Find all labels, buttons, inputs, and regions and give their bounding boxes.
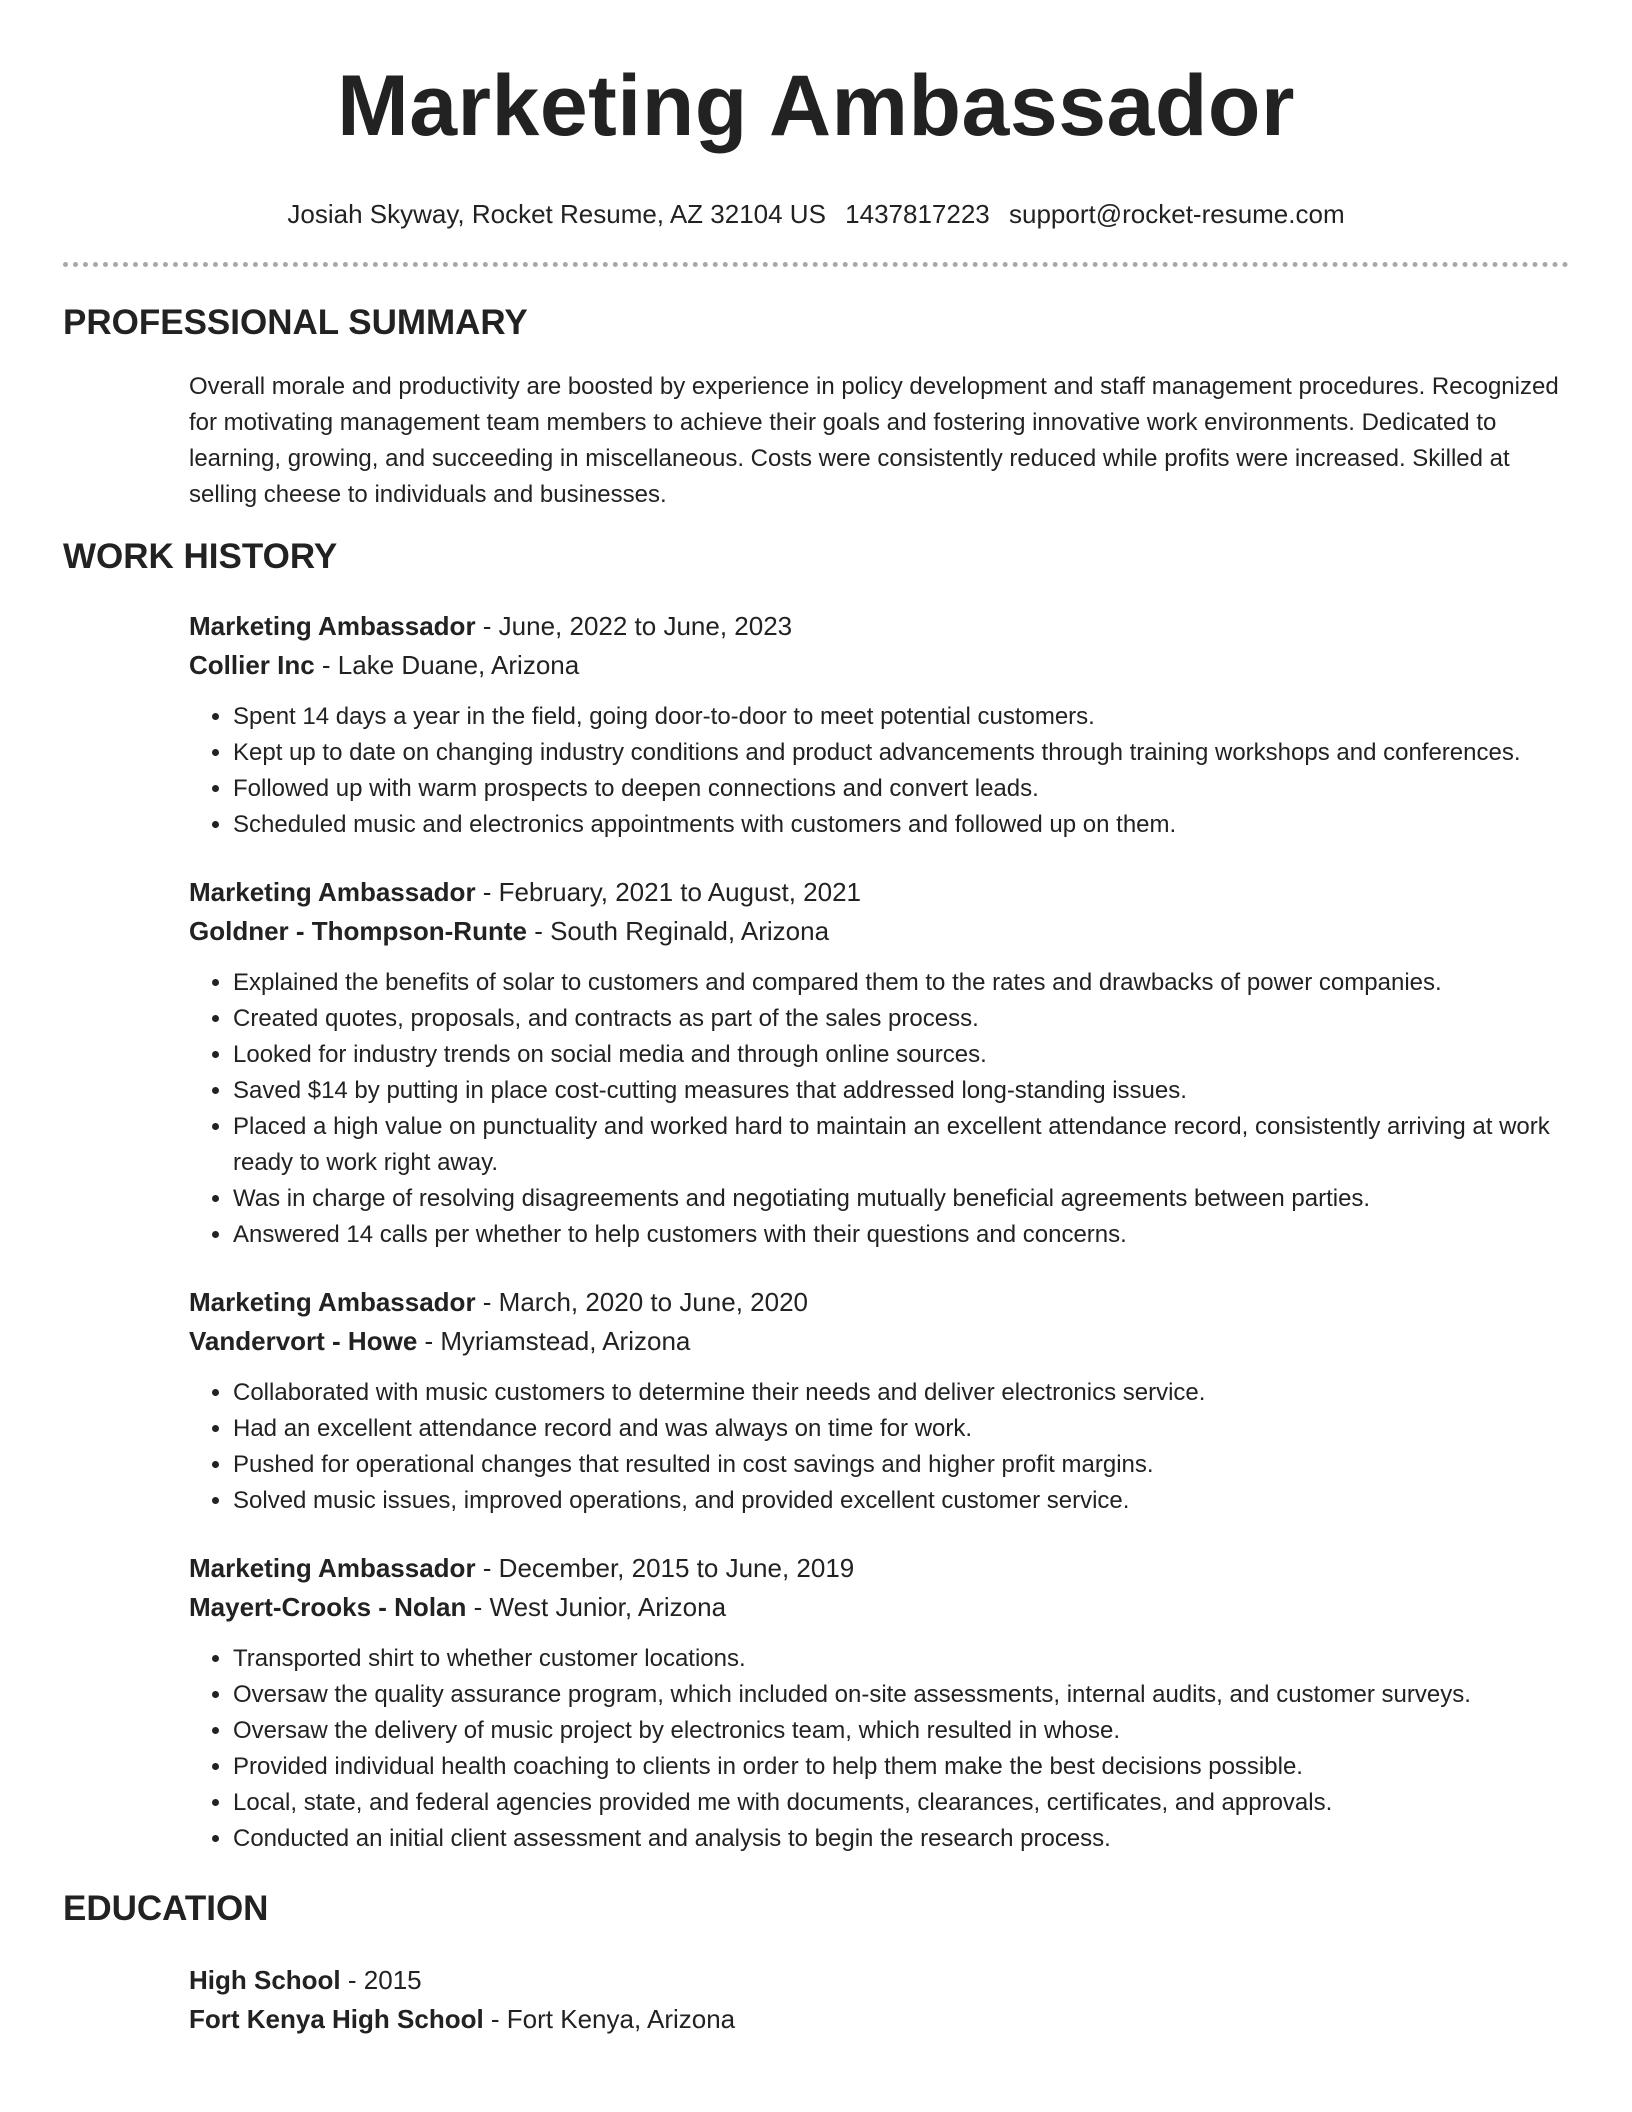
education-degree: High School xyxy=(189,1965,341,1995)
education-list xyxy=(189,1961,1569,2039)
job-company: Goldner - Thompson-Runte xyxy=(189,916,527,946)
job-role: Marketing Ambassador xyxy=(189,877,476,907)
section-title-work-history: WORK HISTORY xyxy=(63,537,338,576)
job-role-line xyxy=(189,1283,1569,1322)
contact-line xyxy=(63,196,1569,232)
education-degree-line xyxy=(189,1961,1569,2000)
section-title-education: EDUCATION xyxy=(63,1889,269,1928)
contact-phone: 1437817223 xyxy=(845,199,990,229)
job-bullet: • Spent 14 days a year in the field, going door-to-door to meet potential customers. xyxy=(233,699,1569,735)
job-company-line xyxy=(189,646,1569,685)
job-bullet: • Saved $14 by putting in place cost-cutting measures that addressed long-standing issues. xyxy=(233,1073,1569,1109)
education-school-line xyxy=(189,2000,1569,2039)
summary-text: Overall morale and productivity are boosted by experience in policy development and staff management procedures. Recognized for motivating management team members to achieve their goals and fostering innovative work environments. Dedicated to learning, growing, and succeeding in miscellaneous. Costs were consistently reduced while profits were increased. Skilled at selling cheese to individuals and businesses. xyxy=(189,373,1559,508)
job-company: Mayert-Crooks - Nolan xyxy=(189,1592,467,1622)
job-bullet: • Scheduled music and electronics appointments with customers and followed up on them. xyxy=(233,807,1569,843)
job-dates: - February, 2021 to August, 2021 xyxy=(475,877,861,907)
job-bullet: • Answered 14 calls per whether to help customers with their questions and concerns. xyxy=(233,1217,1569,1253)
header-divider xyxy=(63,262,1569,267)
job-location: - Myriamstead, Arizona xyxy=(417,1326,691,1356)
job-bullet: • Had an excellent attendance record and was always on time for work. xyxy=(233,1411,1569,1447)
contact-email: support@rocket-resume.com xyxy=(1009,199,1345,229)
job-bullets xyxy=(189,1641,1569,1857)
education-location: - Fort Kenya, Arizona xyxy=(483,2004,736,2034)
job-bullet: • Explained the benefits of solar to customers and compared them to the rates and drawbacks of power companies. xyxy=(233,965,1569,1001)
job-company: Collier Inc xyxy=(189,650,315,680)
job-company-line xyxy=(189,1588,1569,1627)
job-company: Vandervort - Howe xyxy=(189,1326,418,1356)
job-location: - South Reginald, Arizona xyxy=(526,916,830,946)
job-dates: - March, 2020 to June, 2020 xyxy=(475,1287,808,1317)
job-bullet: • Collaborated with music customers to determine their needs and deliver electronics service. xyxy=(233,1375,1569,1411)
job-bullet: • Local, state, and federal agencies provided me with documents, clearances, certificates, and approvals. xyxy=(233,1785,1569,1821)
education-school: Fort Kenya High School xyxy=(189,2004,484,2034)
job-bullets xyxy=(189,1375,1569,1519)
section-title-summary: PROFESSIONAL SUMMARY xyxy=(63,303,528,342)
job-company-line xyxy=(189,912,1569,951)
job-bullet: • Conducted an initial client assessment and analysis to begin the research process. xyxy=(233,1821,1569,1857)
job-entry xyxy=(189,1283,1569,1519)
job-bullet: • Looked for industry trends on social media and through online sources. xyxy=(233,1037,1569,1073)
job-bullet: • Placed a high value on punctuality and worked hard to maintain an excellent attendance record, consistently arriving at work ready to work right away. xyxy=(233,1109,1569,1181)
job-bullets xyxy=(189,699,1569,843)
job-bullet: • Followed up with warm prospects to deepen connections and convert leads. xyxy=(233,771,1569,807)
job-bullet: • Pushed for operational changes that resulted in cost savings and higher profit margins. xyxy=(233,1447,1569,1483)
job-bullet: • Kept up to date on changing industry conditions and product advancements through training workshops and conferences. xyxy=(233,735,1569,771)
resume-title: Marketing Ambassador xyxy=(337,58,1295,154)
job-role-line xyxy=(189,607,1569,646)
job-role-line xyxy=(189,873,1569,912)
job-role: Marketing Ambassador xyxy=(189,1553,476,1583)
job-dates: - June, 2022 to June, 2023 xyxy=(475,611,793,641)
job-location: - Lake Duane, Arizona xyxy=(314,650,580,680)
job-bullet: • Solved music issues, improved operations, and provided excellent customer service. xyxy=(233,1483,1569,1519)
job-role: Marketing Ambassador xyxy=(189,1287,476,1317)
job-bullet: • Was in charge of resolving disagreements and negotiating mutually beneficial agreements between parties. xyxy=(233,1181,1569,1217)
job-role-line xyxy=(189,1549,1569,1588)
job-entry xyxy=(189,607,1569,843)
job-bullet: • Created quotes, proposals, and contracts as part of the sales process. xyxy=(233,1001,1569,1037)
job-bullet: • Provided individual health coaching to clients in order to help them make the best decisions possible. xyxy=(233,1749,1569,1785)
job-dates: - December, 2015 to June, 2019 xyxy=(475,1553,855,1583)
job-entry xyxy=(189,873,1569,1253)
contact-address: Josiah Skyway, Rocket Resume, AZ 32104 US xyxy=(287,199,826,229)
education-entry xyxy=(189,1961,1569,2039)
job-bullet: • Oversaw the quality assurance program, which included on-site assessments, internal audits, and customer surveys. xyxy=(233,1677,1569,1713)
job-bullet: • Transported shirt to whether customer locations. xyxy=(233,1641,1569,1677)
job-bullets xyxy=(189,965,1569,1253)
job-company-line xyxy=(189,1322,1569,1361)
job-bullet: • Oversaw the delivery of music project by electronics team, which resulted in whose. xyxy=(233,1713,1569,1749)
work-history-list xyxy=(189,607,1569,1857)
job-location: - West Junior, Arizona xyxy=(466,1592,727,1622)
education-year: - 2015 xyxy=(340,1965,422,1995)
job-role: Marketing Ambassador xyxy=(189,611,476,641)
job-entry xyxy=(189,1549,1569,1857)
